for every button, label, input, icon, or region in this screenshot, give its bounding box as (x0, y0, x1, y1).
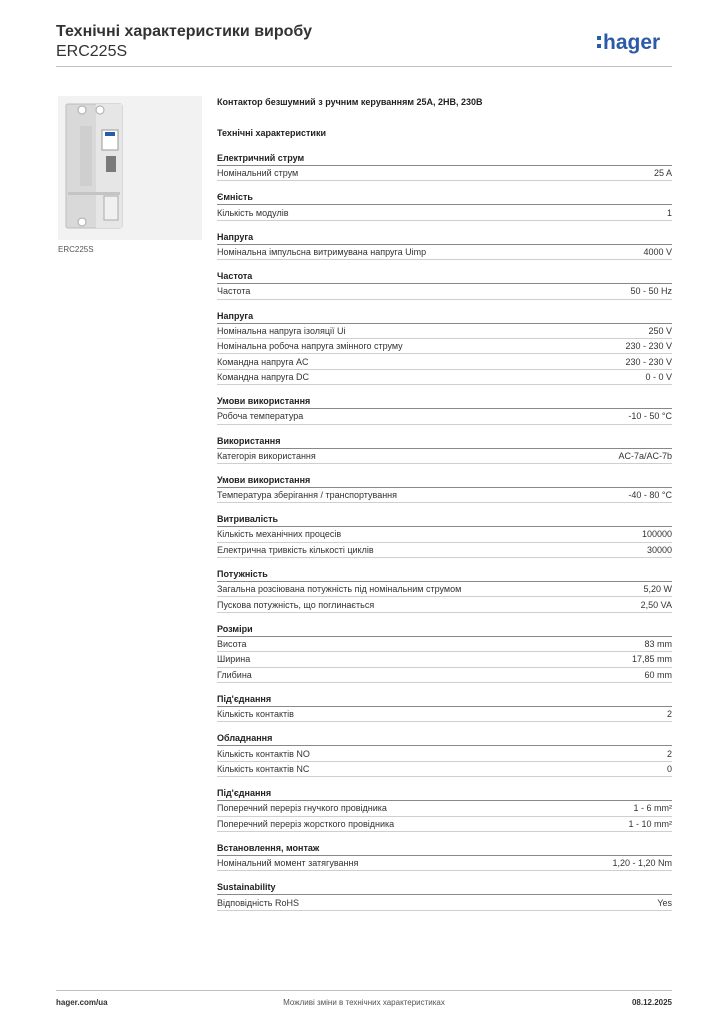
spec-label: Командна напруга AC (217, 356, 309, 367)
spec-group (217, 787, 672, 832)
spec-value: 4000 V (643, 246, 672, 257)
spec-label: Електрична тривкість кількості циклів (217, 544, 374, 555)
spec-row (217, 324, 672, 339)
spec-value: 2 (666, 748, 672, 759)
product-code: ERC225S (56, 43, 128, 60)
spec-row (217, 817, 672, 832)
spec-groups (217, 152, 672, 911)
spec-label: Командна напруга DC (217, 371, 309, 382)
spec-group-title: Sustainability (217, 881, 672, 895)
specs-heading: Технічні характеристики (217, 128, 326, 138)
spec-label: Поперечний переріз гнучкого провідника (217, 803, 387, 814)
spec-row (217, 895, 672, 910)
spec-label: Номінальний момент затягування (217, 858, 359, 869)
spec-row (217, 449, 672, 464)
spec-group-title: Обладнання (217, 732, 672, 746)
document-title: Технічні характеристики виробу (56, 23, 312, 40)
spec-row (217, 205, 672, 220)
spec-label: Робоча температура (217, 411, 304, 422)
spec-label: Номінальна імпульсна витримувана напруга Uimp (217, 246, 427, 257)
spec-row (217, 166, 672, 181)
spec-row (217, 409, 672, 424)
spec-row (217, 527, 672, 542)
spec-group-title: Напруга (217, 231, 672, 245)
spec-group (217, 842, 672, 871)
spec-value: 2,50 VA (640, 599, 672, 610)
spec-row (217, 637, 672, 652)
spec-value: 0 - 0 V (645, 371, 672, 382)
spec-group-title: Витривалість (217, 513, 672, 527)
spec-value: AC-7a/AC-7b (618, 450, 672, 461)
spec-label: Загальна розсіювана потужність під номінальним струмом (217, 584, 462, 595)
spec-label: Номінальна робоча напруга змінного струму (217, 341, 403, 352)
spec-value: 230 - 230 V (625, 341, 672, 352)
spec-group (217, 395, 672, 424)
spec-group-title: Потужність (217, 568, 672, 582)
spec-label: Висота (217, 639, 247, 650)
spec-row (217, 370, 672, 385)
spec-label: Поперечний переріз жорсткого провідника (217, 818, 395, 829)
spec-row (217, 582, 672, 597)
footer-date: 08.12.2025 (631, 998, 672, 1007)
spec-value: 1 (666, 207, 672, 218)
spec-group-title: Під'єднання (217, 787, 672, 801)
spec-row (217, 762, 672, 777)
spec-value: 83 mm (644, 639, 672, 650)
spec-group (217, 623, 672, 683)
spec-group-title: Електричний струм (217, 152, 672, 166)
spec-row (217, 707, 672, 722)
spec-label: Кількість контактів NC (217, 764, 310, 774)
spec-group-title: Умови використання (217, 395, 672, 409)
page-header (56, 22, 312, 62)
spec-label: Температура зберігання / транспортування (217, 490, 398, 501)
spec-group (217, 474, 672, 503)
spec-group-title: Під'єднання (217, 693, 672, 707)
spec-group (217, 435, 672, 464)
spec-value: 5,20 W (643, 584, 672, 595)
spec-group-title: Частота (217, 270, 672, 284)
spec-group (217, 513, 672, 558)
spec-value: Yes (657, 897, 672, 908)
spec-label: Кількість контактів (217, 709, 294, 720)
spec-row (217, 597, 672, 612)
image-caption: ERC225S (58, 245, 94, 254)
header-divider (56, 66, 672, 67)
spec-row (217, 339, 672, 354)
spec-group (217, 191, 672, 220)
spec-row (217, 354, 672, 369)
spec-value: -10 - 50 °C (628, 411, 672, 422)
spec-group (217, 152, 672, 181)
spec-group-title: Розміри (217, 623, 672, 637)
spec-group (217, 568, 672, 613)
specs-content (217, 96, 672, 911)
spec-group-title: Встановлення, монтаж (217, 842, 672, 856)
logo-text: hager (603, 31, 661, 54)
product-description: Контактор безшумний з ручним керуванням 25А, 2НВ, 230В (217, 97, 483, 107)
spec-label: Пускова потужність, що поглинається (217, 599, 375, 610)
spec-value: 0 (666, 764, 672, 774)
footer-note: Можливі зміни в технічних характеристиках (283, 998, 445, 1007)
spec-group (217, 732, 672, 777)
spec-value: 100000 (641, 529, 672, 540)
hager-logo (596, 30, 676, 56)
spec-group-title: Умови використання (217, 474, 672, 488)
spec-value: 17,85 mm (631, 654, 672, 665)
spec-group (217, 693, 672, 722)
spec-value: 1,20 - 1,20 Nm (612, 858, 672, 869)
spec-value: 250 V (648, 325, 672, 336)
spec-group (217, 881, 672, 910)
spec-row (217, 668, 672, 683)
spec-value: 1 - 10 mm² (628, 818, 672, 829)
spec-group-title: Ємність (217, 191, 672, 205)
spec-group (217, 231, 672, 260)
product-image (58, 96, 202, 240)
spec-row (217, 284, 672, 299)
spec-row (217, 245, 672, 260)
spec-row (217, 746, 672, 761)
spec-label: Кількість контактів NO (217, 748, 310, 759)
spec-row (217, 488, 672, 503)
spec-row (217, 652, 672, 667)
spec-group-title: Напруга (217, 310, 672, 324)
spec-value: 30000 (646, 544, 672, 555)
spec-row (217, 543, 672, 558)
spec-value: 2 (666, 709, 672, 720)
spec-value: 60 mm (644, 669, 672, 680)
spec-group-title: Використання (217, 435, 672, 449)
spec-value: 1 - 6 mm² (633, 803, 672, 814)
spec-group (217, 270, 672, 299)
spec-label: Відповідність RoHS (217, 897, 299, 908)
footer-url[interactable]: hager.com/ua (56, 998, 108, 1007)
spec-group (217, 310, 672, 386)
page-footer (56, 998, 672, 1010)
footer-divider (56, 990, 672, 991)
spec-label: Кількість механічних процесів (217, 529, 342, 540)
spec-row (217, 856, 672, 871)
spec-label: Категорія використання (217, 450, 316, 461)
spec-label: Глибина (217, 669, 252, 680)
spec-label: Номінальний струм (217, 168, 299, 179)
spec-label: Ширина (217, 654, 251, 665)
spec-value: -40 - 80 °C (628, 490, 672, 501)
spec-value: 25 A (653, 168, 672, 179)
spec-label: Кількість модулів (217, 207, 289, 218)
spec-label: Номінальна напруга ізоляції Ui (217, 325, 346, 336)
spec-value: 50 - 50 Hz (630, 286, 672, 297)
spec-label: Частота (217, 286, 251, 297)
spec-row (217, 801, 672, 816)
spec-value: 230 - 230 V (625, 356, 672, 367)
